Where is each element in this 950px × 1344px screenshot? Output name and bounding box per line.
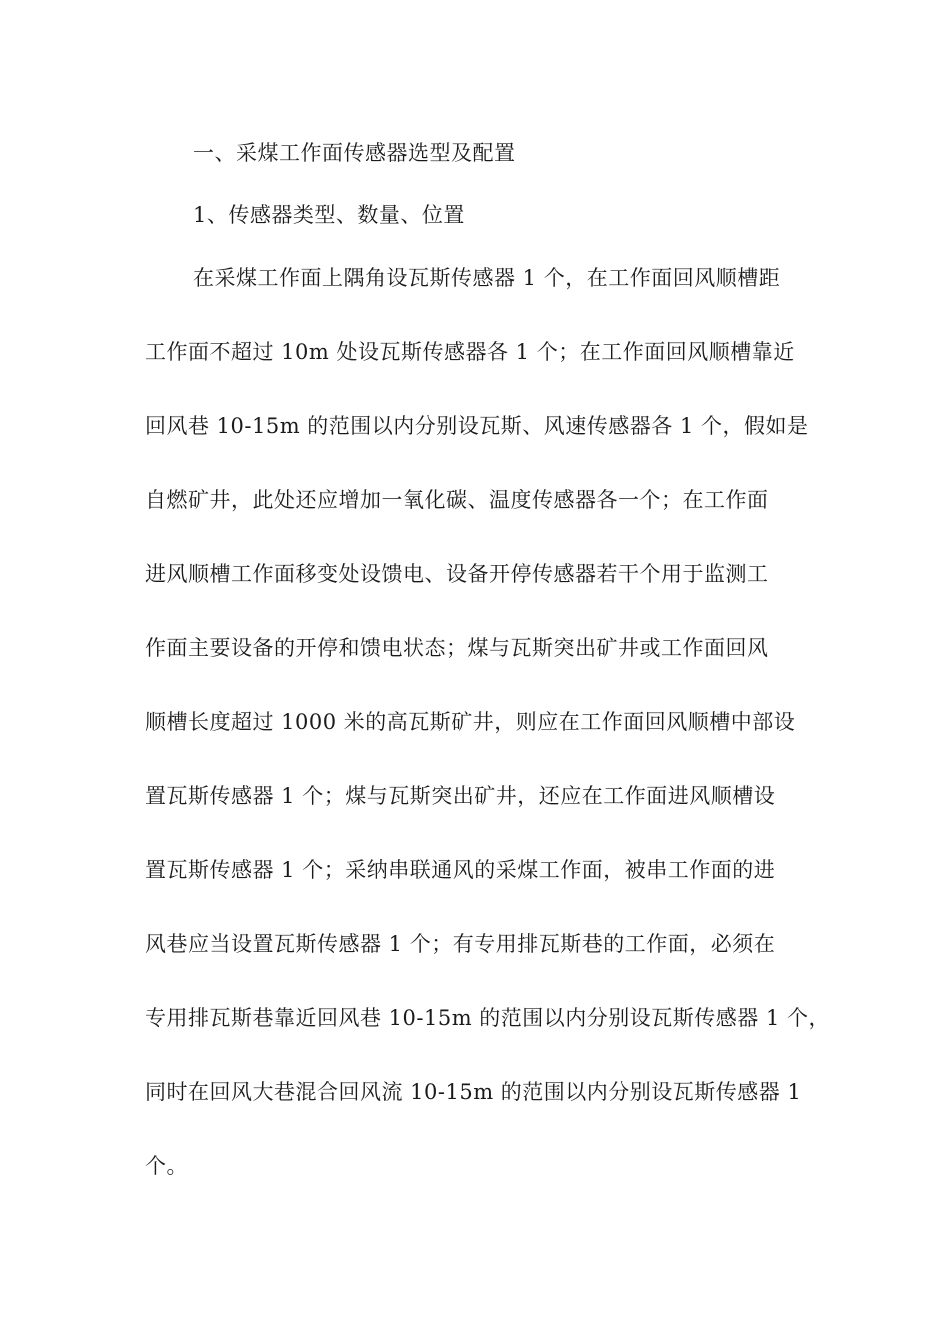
paragraph-line: 进风顺槽工作面移变处设馈电、设备开停传感器若干个用于监测工: [145, 562, 769, 586]
paragraph-line: 回风巷 10-15m 的范围以内分别设瓦斯、风速传感器各 1 个，假如是: [145, 414, 809, 438]
paragraph-line: 同时在回风大巷混合回风流 10-15m 的范围以内分别设瓦斯传感器 1: [145, 1080, 802, 1104]
paragraph-line: 置瓦斯传感器 1 个；采纳串联通风的采煤工作面，被串工作面的进: [145, 858, 776, 882]
paragraph-line: 作面主要设备的开停和馈电状态；煤与瓦斯突出矿井或工作面回风: [145, 636, 769, 660]
paragraph-line: 工作面不超过 10m 处设瓦斯传感器各 1 个；在工作面回风顺槽靠近: [145, 340, 795, 364]
paragraph-line: 个。: [145, 1154, 188, 1178]
paragraph-line: 风巷应当设置瓦斯传感器 1 个；有专用排瓦斯巷的工作面，必须在: [145, 932, 776, 956]
paragraph-line: 置瓦斯传感器 1 个；煤与瓦斯突出矿井，还应在工作面进风顺槽设: [145, 784, 776, 808]
paragraph-line: 顺槽长度超过 1000 米的高瓦斯矿井，则应在工作面回风顺槽中部设: [145, 710, 796, 734]
paragraph-line: 在采煤工作面上隅角设瓦斯传感器 1 个，在工作面回风顺槽距: [193, 266, 781, 290]
subsection-heading: 1、传感器类型、数量、位置: [193, 203, 465, 227]
paragraph-line: 自燃矿井，此处还应增加一氧化碳、温度传感器各一个；在工作面: [145, 488, 769, 512]
section-heading: 一、采煤工作面传感器选型及配置: [193, 141, 516, 165]
paragraph-line: 专用排瓦斯巷靠近回风巷 10-15m 的范围以内分别设瓦斯传感器 1 个，: [145, 1006, 831, 1030]
